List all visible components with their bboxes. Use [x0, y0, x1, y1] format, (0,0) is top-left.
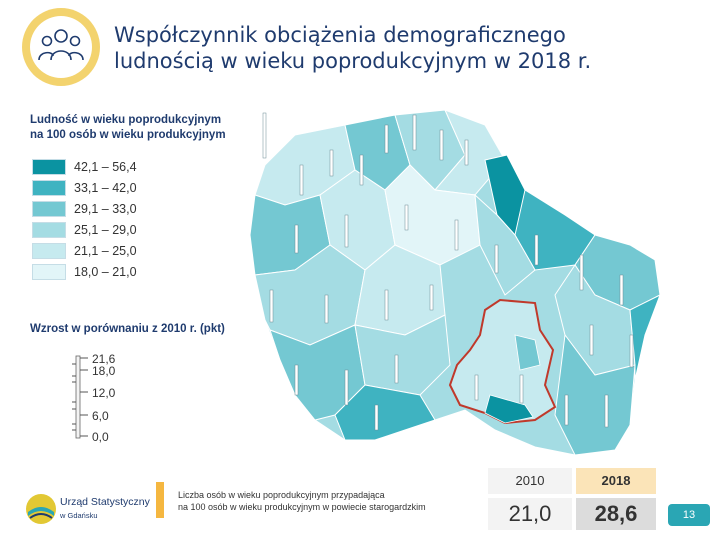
growth-tick-label: 0,0 [92, 430, 109, 444]
legend-range-label: 33,1 – 42,0 [74, 181, 137, 195]
logo-text: Urząd Statystyczny [60, 496, 150, 508]
title-line-1: Współczynnik obciążenia demograficznego [114, 23, 566, 47]
growth-tick-label: 12,0 [92, 386, 116, 400]
growth-tick-label: 18,0 [92, 364, 116, 378]
growth-tick-label: 21,6 [92, 352, 116, 366]
growth-tick-label: 6,0 [92, 409, 109, 423]
legend-title [30, 113, 250, 143]
page-title [114, 22, 714, 74]
accent-bar [156, 482, 164, 518]
legend-swatch [32, 243, 66, 259]
title-line-2: ludnością w wieku poprodukcyjnym w 2018 r. [114, 49, 592, 73]
footer-note-line-1: Liczba osób w wieku poprodukcyjnym przypadająca [178, 490, 385, 500]
footer-note [178, 489, 478, 513]
comparison-year-2010: 2010 [488, 468, 572, 494]
growth-legend-title: Wzrost w porównaniu z 2010 r. (pkt) [30, 323, 225, 335]
people-group-icon [22, 8, 100, 86]
legend-range-label: 21,1 – 25,0 [74, 244, 137, 258]
gus-logo-icon [24, 492, 58, 526]
legend-range-label: 29,1 – 33,0 [74, 202, 137, 216]
legend-title-line-1: Ludność w wieku poprodukcyjnym [30, 114, 222, 126]
legend-swatch [32, 180, 66, 196]
logo-subtext: w Gdańsku [60, 511, 98, 520]
legend-range-label: 25,1 – 29,0 [74, 223, 137, 237]
page-number: 13 [668, 504, 710, 526]
legend-swatch [32, 201, 66, 217]
choropleth-map [235, 95, 685, 465]
comparison-value-2010: 21,0 [488, 498, 572, 530]
legend-title-line-2: na 100 osób w wieku produkcyjnym [30, 129, 226, 141]
footer-note-line-2: na 100 osób w wieku produkcyjnym w powiecie starogardzkim [178, 502, 426, 512]
legend-swatch [32, 222, 66, 238]
comparison-table [488, 468, 656, 530]
legend-range-label: 42,1 – 56,4 [74, 160, 137, 174]
comparison-year-2018: 2018 [576, 468, 656, 494]
legend-swatch [32, 159, 66, 175]
legend-swatch [32, 264, 66, 280]
legend-range-label: 18,0 – 21,0 [74, 265, 137, 279]
comparison-value-2018: 28,6 [576, 498, 656, 530]
